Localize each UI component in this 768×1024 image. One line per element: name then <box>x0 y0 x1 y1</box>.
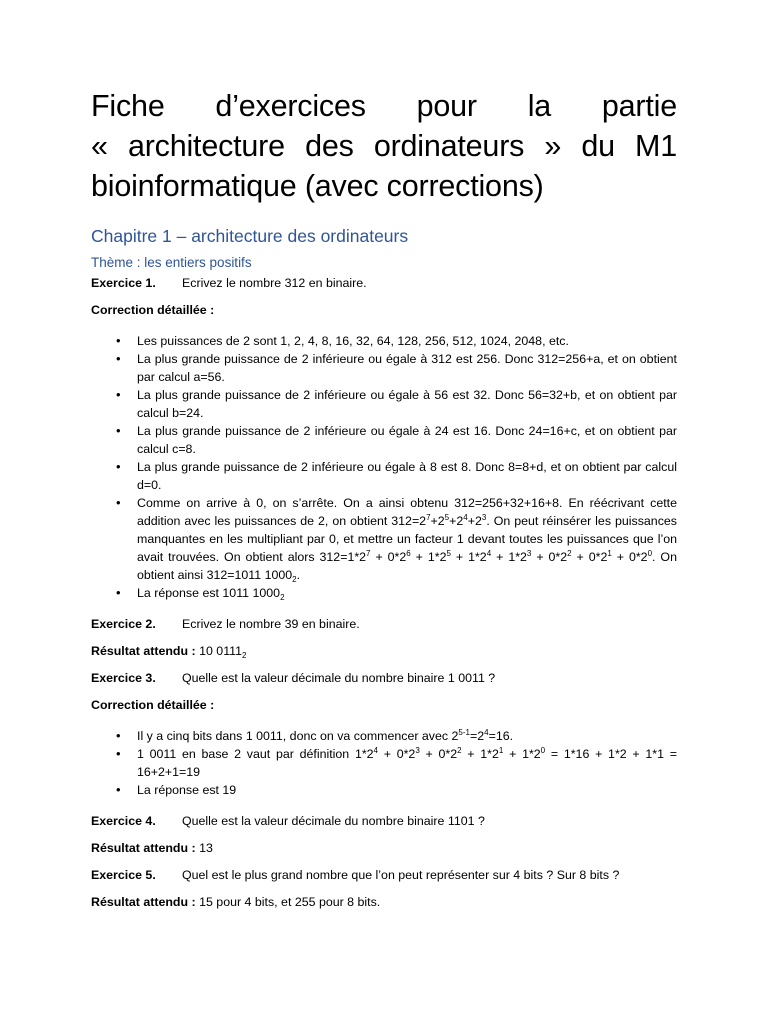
list-item: • Comme on arrive à 0, on s’arrête. On a ainsi obtenu 312=256+32+16+8. En réécrivant cette addition avec les puissances de 2, on obtient $312=2^7+2^5+2^4+2^3$. On peut réinsérer les puissances manquantes en les multipliant par 0, et mettre un facteur 1 devant toutes les puissances que l’on avait trouvées. On obtient alors $312=1*2^7 + 0*2^6 + 1*2^5 + 1*2^4 + 1*2^3 + 0*2^2 + 0*2^1 + 0*2^0$. On obtient ainsi 312=1011 $1000_2$. <box>91 494 677 584</box>
exercise-label: Exercice 3. <box>91 671 156 685</box>
list-item: • 1 0011 en base 2 vaut par définition $1*2^4 + 0*2^3 + 0*2^2 + 1*2^1 + 1*2^0 = 1*16 + 1*2 + 1*1 = 16+2+1=19$ <box>91 745 677 781</box>
exercise-text: Quelle est la valeur décimale du nombre binaire 1 0011 ? <box>182 671 496 685</box>
exercise-5 <box>91 866 677 884</box>
chapter-heading: Chapitre 1 – architecture des ordinateurs <box>91 226 409 246</box>
title-line-2: « architecture des ordinateurs » du M1 <box>91 129 677 163</box>
list-item: • La réponse est 19 <box>91 781 677 799</box>
title-line-1: Fiche d’exercices pour la partie <box>91 89 677 123</box>
list-item: • Les puissances de 2 sont 1, 2, 4, 8, 16, 32, 64, 128, 256, 512, 1024, 2048, etc. <box>91 332 677 350</box>
exercise-2 <box>91 615 677 633</box>
exercise-text: Ecrivez le nombre 39 en binaire. <box>182 617 360 631</box>
result-ex5: Résultat attendu : 15 pour 4 bits, et 255 pour 8 bits. <box>91 895 381 909</box>
list-item: • La réponse est 1011 $1000_2$ <box>91 584 677 602</box>
correction-label: Correction détaillée : <box>91 698 215 712</box>
result-ex4: Résultat attendu : 13 <box>91 841 213 855</box>
list-item: • La plus grande puissance de 2 inférieure ou égale à 312 est 256. Donc 312=256+a, et on obtient par calcul a=56. <box>91 350 677 386</box>
document-body <box>91 274 677 911</box>
list-item: • La plus grande puissance de 2 inférieure ou égale à 24 est 16. Donc 24=16+c, et on obtient par calcul c=8. <box>91 422 677 458</box>
correction-label: Correction détaillée : <box>91 303 215 317</box>
correction-list-ex1 <box>91 332 677 602</box>
exercise-label: Exercice 5. <box>91 868 156 882</box>
list-item: • Il y a cinq bits dans 1 0011, donc on va commencer avec $2^{5-1}=2^4=16$. <box>91 727 677 745</box>
exercise-label: Exercice 4. <box>91 814 156 828</box>
result-ex2: Résultat attendu : 10 $0111_2$ <box>91 644 247 660</box>
exercise-1 <box>91 274 677 292</box>
exercise-4 <box>91 812 677 830</box>
title-line-3: bioinformatique (avec corrections) <box>91 169 544 203</box>
list-item: • La plus grande puissance de 2 inférieure ou égale à 8 est 8. Donc 8=8+d, et on obtient par calcul d=0. <box>91 458 677 494</box>
exercise-text: Ecrivez le nombre 312 en binaire. <box>182 276 367 290</box>
list-item: • La plus grande puissance de 2 inférieure ou égale à 56 est 32. Donc 56=32+b, et on obtient par calcul b=24. <box>91 386 677 422</box>
exercise-label: Exercice 2. <box>91 617 156 631</box>
correction-list-ex3 <box>91 727 677 799</box>
document-title <box>91 86 677 206</box>
theme-heading: Thème : les entiers positifs <box>91 255 252 270</box>
exercise-label: Exercice 1. <box>91 276 156 290</box>
exercise-text: Quelle est la valeur décimale du nombre binaire 1101 ? <box>182 814 485 828</box>
exercise-text: Quel est le plus grand nombre que l’on peut représenter sur 4 bits ? Sur 8 bits ? <box>182 868 620 882</box>
exercise-3 <box>91 669 677 687</box>
